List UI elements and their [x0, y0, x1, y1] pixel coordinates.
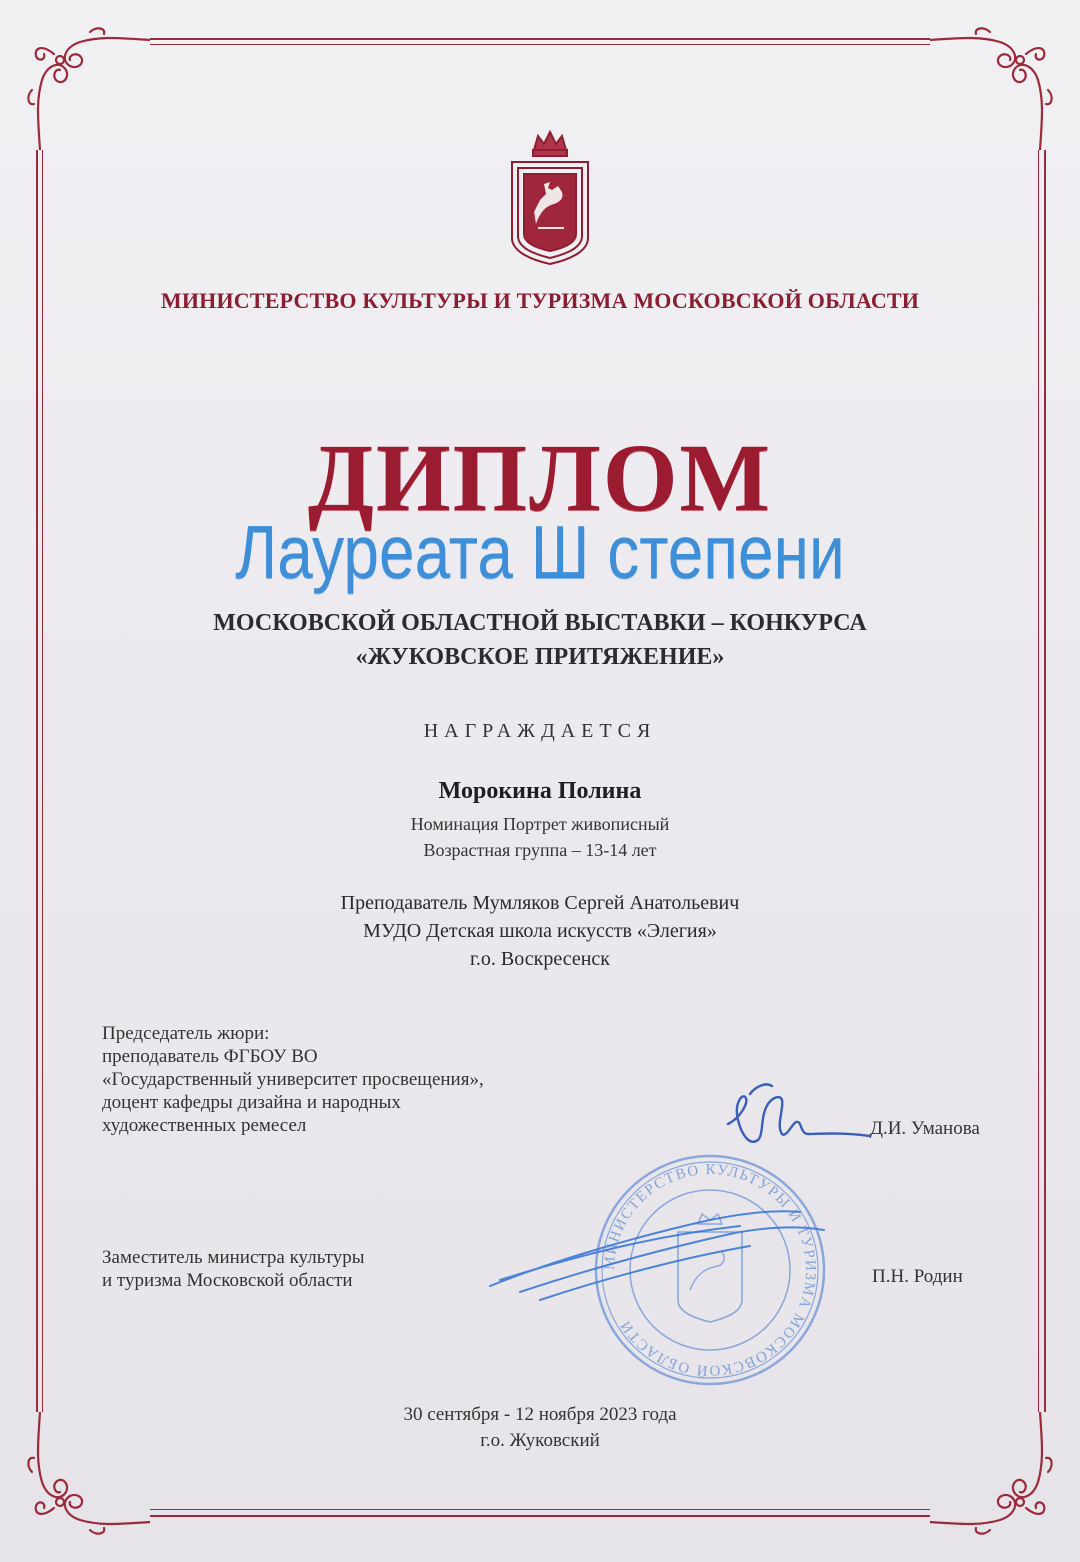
event-dates: 30 сентября - 12 ноября 2023 года: [403, 1404, 677, 1425]
corner-ornament-icon: [930, 20, 1060, 150]
deputy-signature-icon: [480, 1196, 840, 1316]
jury-line: художественных ремесел: [102, 1115, 307, 1136]
laureate-degree: Лауреата Ш степени: [235, 509, 845, 595]
frame-top-inner-line: [150, 44, 930, 45]
contest-name-line1: МОСКОВСКОЙ ОБЛАСТНОЙ ВЫСТАВКИ – КОНКУРСА: [213, 610, 867, 636]
school-city: г.о. Воскресенск: [469, 948, 611, 970]
deputy-block: [102, 1246, 364, 1292]
frame-bottom-line: [150, 1515, 930, 1517]
jury-chair-block: [102, 1022, 484, 1137]
deputy-signer-name: П.Н. Родин: [872, 1266, 963, 1287]
jury-line: Председатель жюри:: [102, 1023, 270, 1044]
jury-signer-name: Д.И. Уманова: [870, 1118, 980, 1139]
age-group: Возрастная группа – 13-14 лет: [423, 840, 657, 860]
ministry-title: МИНИСТЕРСТВО КУЛЬТУРЫ И ТУРИЗМА МОСКОВСКОЙ ОБЛАСТИ: [160, 288, 920, 313]
jury-line: преподаватель ФГБОУ ВО: [102, 1046, 318, 1067]
teacher: Преподаватель Мумляков Сергей Анатольевич: [340, 892, 740, 914]
school: МУДО Детская школа искусств «Элегия»: [363, 920, 717, 942]
coat-of-arms-icon: [498, 128, 602, 268]
recipient-name: Морокина Полина: [438, 778, 642, 804]
jury-line: доцент кафедры дизайна и народных: [102, 1092, 401, 1113]
nomination: Номинация Портрет живописный: [410, 814, 670, 834]
stamp-text: МИНИСТЕРСТВО КУЛЬТУРЫ И ТУРИЗМА МОСКОВСКОЙ ОБЛАСТИ: [601, 1161, 819, 1379]
jury-signature-icon: [720, 1064, 890, 1164]
jury-line: «Государственный университет просвещения»,: [102, 1069, 484, 1090]
frame-top-line: [150, 38, 930, 40]
corner-ornament-icon: [20, 20, 150, 150]
frame-bottom-inner-line: [150, 1509, 930, 1510]
event-place: г.о. Жуковский: [480, 1430, 600, 1451]
contest-name-line2: «ЖУКОВСКОЕ ПРИТЯЖЕНИЕ»: [355, 644, 725, 670]
diploma-title: ДИПЛОМ: [307, 424, 773, 531]
awarded-label: НАГРАЖДАЕТСЯ: [423, 720, 657, 742]
deputy-line: Заместитель министра культуры: [102, 1247, 365, 1268]
deputy-line: и туризма Московской области: [102, 1270, 353, 1291]
